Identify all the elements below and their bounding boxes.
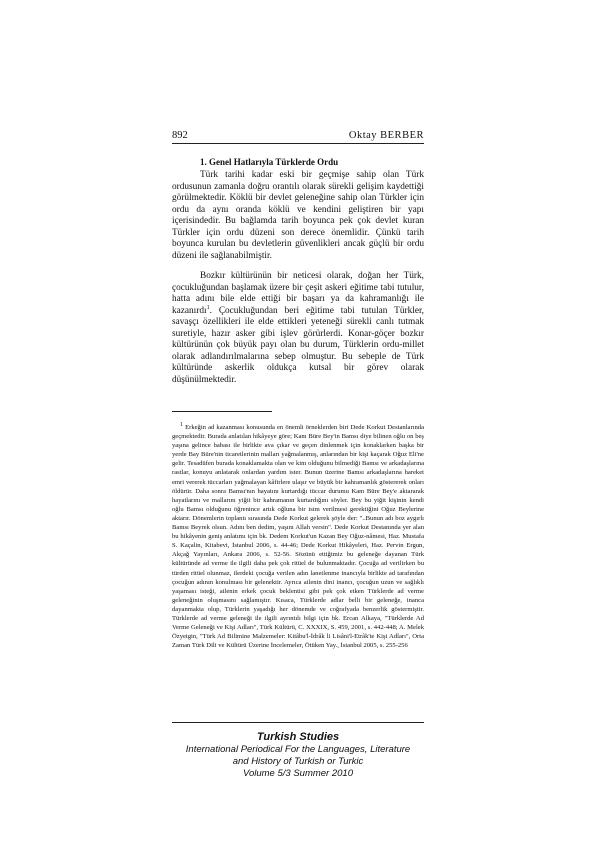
paragraph-text: Bozkır kültürünün bir neticesi olarak, doğan her Türk, çocukluğundan başlamak üzere bir çeşit askeri eğitime tabi tutulur, hatta adını bile elde ettiği bir başarı ya da kahramanlığı ile kazanırdı [172,271,424,316]
footnote-body: Erkeğin ad kazanması konusunda en önemli örneklerden biri Dede Korkut Destanlarında geçmektedir. Burada anlatılan hikâyeye göre; Kam Büre Bey'in Bamsı diye bilinen oğlu on beş yaşına gelince babası ile birlikte ava çıkar ve geçen dinlenmek için konaklarken başka bir yerde Bay Büre'nin ticaretlerinin malları yağmalanmış, anlarından bir kişi kaçarak Oğuz Eli'ne gelir. Tesadüfen burada konaklamakta olan ve kim olduğunu bilmediği Bamsı ve arkadaşlarına rastlar, konuyu anlatarak onlardan yardım ister. Bunun üzerine Bamsı arkadaşlarına hareket emri vererek tüccarları yağmalayan kâfirlere ulaşır ve büyük bir kahramanlık göstererek onları öldürür. Daha sonra Bamsı'nın hayatını kurtardığı tüccar durumu Kam Büre Bey'e aktararak hayatlarını ve mallarını yiğit bir kahramanın kurtardığını söyler. Bey bu yiğit kişinin kendi oğlu Bamsı olduğunu öğrenince artık oğluna bir isim verilmesi gerektiğini Oğuz Beylerine aktarır. Dönemlerin toplantı sırasında Dede Korkut gelerek şöyle der: "..Bunun adı boz aygırlı Bamsı Beyrek olsun. Adını ben dedim, yaşını Allah versin". Dede Korkut Destanında yer alan bu hikâyenin geniş anlatımı için bk. Dedem Korkut'un Kazan Bey Oğuz-nâmesi, Haz. Mustafa S. Kaçalin, Kitabevi, İstanbul 2006, s. 44-46; Dede Korkut Hikâyeleri, Haz. Pervin Ergun, Akçağ Yayınları, Ankara 2006, s. 52-56. Sözünü ettiğimiz bu geleneğe dayanan Türk kültüründe ad verme ile ilgili daha pek çok ritüel de bulunmaktadır. Çocuğa ad verilirken bu türden ritüel olunmaz, ilerdeki çocuğa verilen adın lanetlenme inancıyla birlikte ad tarafından çocuğun adının konulması bir gelenektir. Ayrıca ailenin dini inancı, çocuğun uzun ve sağlıklı yaşaması isteği, ailenin erkek çocuk beklentisi gibi pek çok etken Türklerde ad verme geleneğinin oluşmasını sağlamıştır. Kısaca, Türklerde adlar belli bir geleneğe, inanca dayanmakta olup, Türklerin yaşadığı her dönemde ve coğrafyada benzerlik göstermiştir. Türklerde ad verme geleneği ile ilgili ayrıntılı bilgi için bk. Ercan Alkaya, "Türklerde Ad Verme Geleneği ve Kişi Adları", Türk Kültürü, C. XXXIX, S. 459, 2001, s. 442-448; A. Melek Özyetgin, "Türk Ad Bilimine Malzemeler: Kitâbu'l-İdrâk li Lisâni'l-Etrâk'te Kişi Adları", Orta Zaman Türk Dili ve Kültürü Üzerine İncelemeler, Ötüken Yay., İstanbul 2005, s. 255-256 [172,424,424,650]
footnote-text [172,423,424,650]
footer-divider [172,722,424,723]
section-heading: 1. Genel Hatlarıyla Türklerde Ordu [200,157,339,167]
footnote-marker: 1 [180,421,183,428]
paragraph-text: . Çocukluğundan beri eğitime tabi tutulan Türkler, savaşçı özellikleri ile elde ettikleri yeteneği sürekli canlı tutmak suretiyle, hazır asker gibi işlev görürlerdi. Konar-göçer bozkır kültürünün çok büyük payı olan bu durum, Türklerin ordu-millet olarak adlandırılmalarına sebep olmuştur. Bu sebeple de Türk kültüründe askerlik oldukça kutsal bir görev olarak düşünülmektedir. [172,305,424,385]
header-divider [172,143,424,144]
journal-volume: Volume 5/3 Summer 2010 [242,768,353,779]
journal-footer [172,730,424,780]
footnote-divider [172,411,272,412]
journal-subtitle-line: International Periodical For the Languages, Literature [185,744,411,755]
footnote-reference[interactable]: 1 [206,304,210,311]
body-text [172,170,424,395]
running-head-author: Oktay BERBER [348,130,424,141]
journal-subtitle-line: and History of Turkish or Turkic [232,756,364,767]
paragraph [172,271,424,386]
paragraph: Türk tarihi kadar eski bir geçmişe sahip olan Türk ordusunun zamanla doğru orantılı olarak sürekli gelişim kaydettiği görülmektedir. Köklü bir devlet geleneğine sahip olan Türkler için ordu da aynı oranda köklü ve kendini geliştiren bir yapı içerisindedir. Bu bağlamda tarih boyunca pek çok devlet kuran Türkler için ordu düzeni son derece önemlidir. Çünkü tarih boyunca kurulan bu devletlerin güvenlikleri ancak güçlü bir ordu düzeni ile sağlanabilmiştir. [172,170,424,261]
page-number: 892 [172,130,188,141]
journal-title: Turkish Studies [256,731,340,743]
footnote [172,423,424,650]
